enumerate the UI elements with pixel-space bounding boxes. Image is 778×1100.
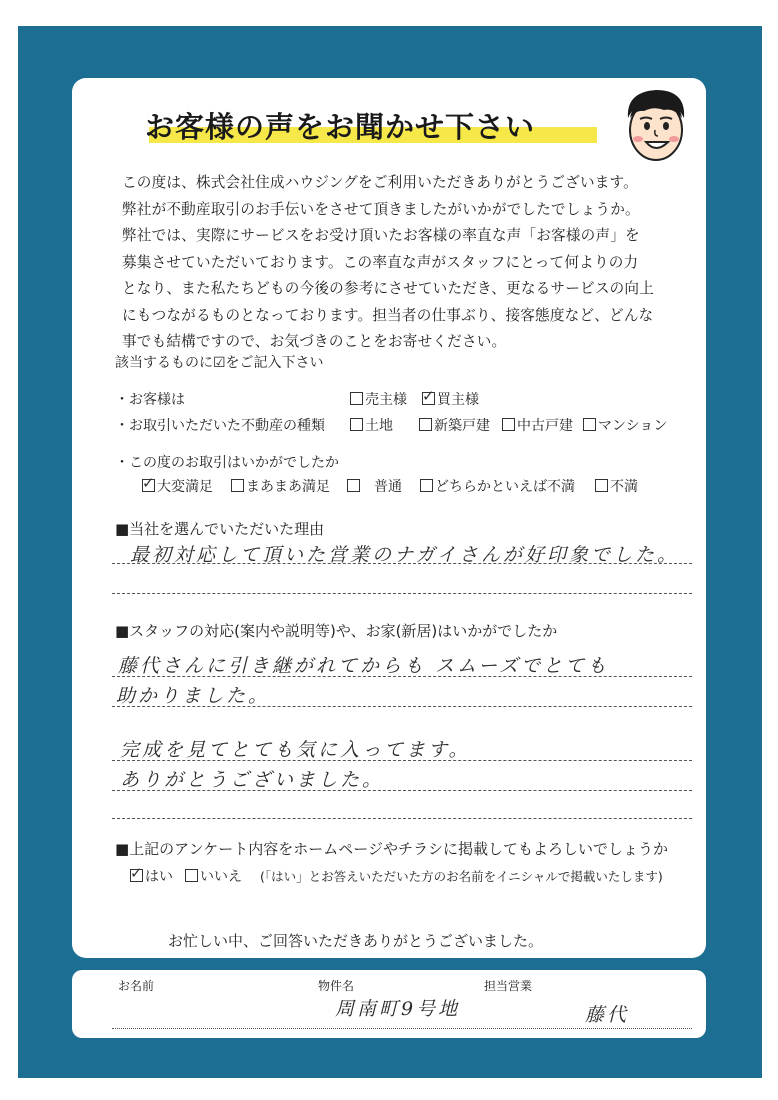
answer-line	[112, 790, 692, 791]
staff-label: 担当営業	[484, 979, 533, 993]
question-property-type	[115, 415, 675, 435]
instruction: 該当するものに☑をご記入下さい	[115, 355, 324, 371]
answer-line	[112, 818, 692, 819]
checkbox-checked[interactable]	[142, 474, 155, 492]
intro-line: となり、また私たちどもの今後の参考にさせていただき、更なるサービスの向上	[122, 280, 654, 297]
footer-line	[112, 1028, 692, 1029]
option-no[interactable]: いいえ	[185, 866, 242, 886]
option-used-house[interactable]: 中古戸建	[502, 415, 573, 435]
publish-options	[130, 866, 670, 886]
checkbox[interactable]	[350, 418, 363, 431]
checkbox-checked[interactable]	[422, 387, 435, 405]
option-average[interactable]: 普通	[347, 476, 402, 496]
check-mark: ✓	[422, 387, 435, 405]
question-label: ・この度のお取引はいかがでしたか	[115, 455, 339, 471]
question-label: ・お客様は	[115, 392, 185, 408]
thanks-message: お忙しい中、ご回答いただきありがとうございました。	[168, 932, 544, 950]
check-mark: ✓	[130, 864, 143, 882]
handwritten-staff-name: 藤代	[585, 1004, 630, 1026]
intro-line: 弊社が不動産取引のお手伝いをさせて頂きましたがいかがでしたでしょうか。	[122, 200, 640, 218]
name-label: お名前	[118, 979, 155, 993]
question-label: ・お取引いただいた不動産の種類	[115, 418, 325, 434]
option-fairly-satisfied[interactable]: まあまあ満足	[231, 476, 330, 496]
handwritten-staff-line-4: ありがとうございました。	[120, 769, 385, 791]
checkbox[interactable]	[419, 418, 432, 431]
answer-line	[112, 563, 692, 564]
question-satisfaction	[115, 452, 675, 498]
checkbox[interactable]	[583, 418, 596, 431]
answer-line	[112, 760, 692, 761]
intro-line: にもつながるものとなっております。担当者の仕事ぶり、接客態度など、どんな	[122, 306, 654, 324]
answer-line	[112, 593, 692, 594]
handwritten-staff-line-2: 助かりました。	[116, 685, 271, 707]
option-land[interactable]: 土地	[350, 415, 393, 435]
intro-text	[122, 170, 682, 356]
option-dissatisfied[interactable]: 不満	[595, 476, 638, 496]
section-staff-title: ■スタッフの対応(案内や説明等)や、お家(新居)はいかがでしたか	[115, 622, 558, 640]
handwritten-staff-line-1: 藤代さんに引き継がれてからも スムーズでとても	[118, 655, 610, 677]
checkbox[interactable]	[502, 418, 515, 431]
option-seller[interactable]: 売主様	[350, 389, 407, 409]
handwritten-property-name: 周南町9号地	[335, 998, 461, 1020]
handwritten-reason: 最初対応して頂いた営業のナガイさんが好印象でした。	[130, 544, 680, 566]
checkbox[interactable]	[595, 479, 608, 492]
checkbox[interactable]	[347, 479, 360, 492]
answer-line	[112, 706, 692, 707]
option-very-satisfied[interactable]: ✓ 大変満足	[142, 474, 213, 495]
checkbox[interactable]	[185, 869, 198, 882]
answer-line	[112, 676, 692, 677]
page-title: お客様の声をお聞かせ下さい	[145, 110, 536, 144]
section-publish-title: ■上記のアンケート内容をホームページやチラシに掲載してもよろしいでしょうか	[115, 840, 668, 858]
intro-line: 弊社では、実際にサービスをお受け頂いたお客様の率直な声「お客様の声」を	[122, 227, 640, 244]
option-yes[interactable]: ✓ はい	[130, 864, 173, 885]
handwritten-staff-line-3: 完成を見てとても気に入ってます。	[120, 739, 471, 761]
checkbox[interactable]	[231, 479, 244, 492]
property-label: 物件名	[318, 979, 355, 993]
checkbox[interactable]	[420, 479, 433, 492]
question-customer-type	[115, 389, 675, 409]
option-condo[interactable]: マンション	[583, 415, 667, 435]
checkbox-checked[interactable]	[130, 864, 143, 882]
option-buyer[interactable]: ✓ 買主様	[422, 387, 479, 408]
intro-line: 事でも結構ですので、お気づきのことをお寄せください。	[122, 333, 507, 350]
option-new-house[interactable]: 新築戸建	[419, 415, 490, 435]
title-area	[145, 103, 605, 147]
smiling-face-icon	[618, 84, 694, 164]
checkbox[interactable]	[350, 392, 363, 405]
check-mark: ✓	[142, 474, 155, 492]
intro-line: 募集させていただいております。この率直な声がスタッフにとって何よりの力	[122, 253, 639, 271]
section-reason-title: ■当社を選んでいただいた理由	[115, 520, 325, 538]
option-somewhat-dissatisfied[interactable]: どちらかといえば不満	[420, 476, 575, 496]
publish-note: (「はい」とお答えいただいた方のお名前をイニシャルで掲載いたします)	[260, 869, 663, 884]
intro-line: この度は、株式会社住成ハウジングをご利用いただきありがとうございます。	[122, 174, 638, 191]
